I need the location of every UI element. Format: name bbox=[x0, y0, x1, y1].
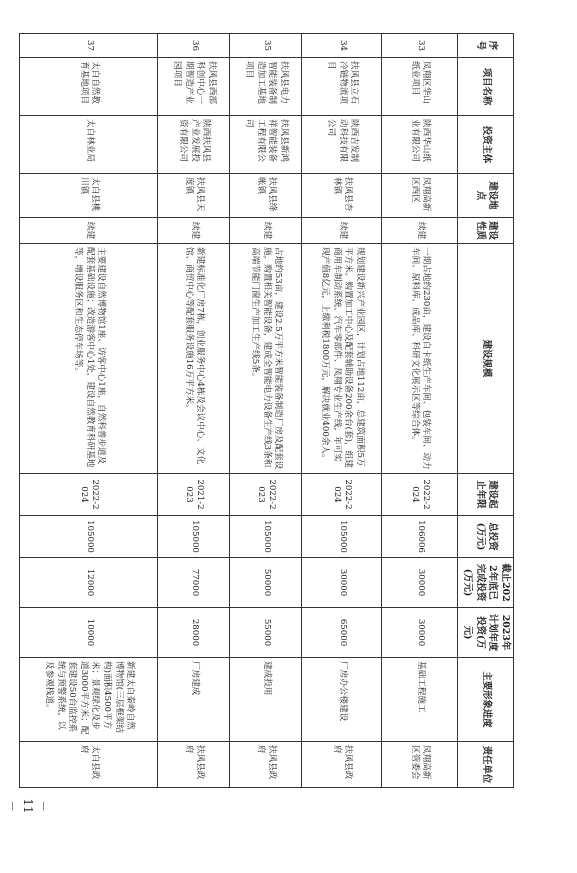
rotated-page bbox=[38, 33, 514, 787]
cell-plan: 30000 bbox=[382, 608, 458, 658]
cell-owner: 陕西华山纸业有限公司 bbox=[382, 116, 458, 174]
cell-progress: 基础工程施工 bbox=[382, 658, 458, 742]
cell-done: 12000 bbox=[20, 558, 158, 608]
cell-period: 2021-2023 bbox=[158, 474, 230, 516]
table-row bbox=[302, 34, 382, 788]
project-table bbox=[19, 33, 514, 788]
cell-done: 77000 bbox=[158, 558, 230, 608]
header-row bbox=[458, 34, 514, 788]
cell-owner: 扶风县新鸿祥智能装备工程有限公司 bbox=[230, 116, 302, 174]
table-row bbox=[230, 34, 302, 788]
cell-total: 105000 bbox=[20, 516, 158, 558]
cell-unit: 扶风县政府 bbox=[302, 742, 382, 788]
cell-location: 扶风县天度镇 bbox=[158, 174, 230, 218]
cell-period: 2022-2024 bbox=[302, 474, 382, 516]
cell-plan: 55000 bbox=[230, 608, 302, 658]
header-owner: 投资主体 bbox=[458, 116, 514, 174]
header-total: 总投资(万元) bbox=[458, 516, 514, 558]
cell-location: 太白县桃川镇 bbox=[20, 174, 158, 218]
cell-scale: 新建标准化厂房7栋，创业服务中心4栋及会议中心、文化馆、商贸中心等配套服务设施16万平方米。 bbox=[158, 244, 230, 474]
cell-period: 2022-2024 bbox=[382, 474, 458, 516]
header-name: 项目名称 bbox=[458, 58, 514, 116]
cell-progress: 厂房建成 bbox=[158, 658, 230, 742]
cell-period: 2022-2024 bbox=[20, 474, 158, 516]
cell-unit: 扶风县政府 bbox=[230, 742, 302, 788]
cell-progress: 厂房办公楼建设 bbox=[302, 658, 382, 742]
cell-done: 50000 bbox=[230, 558, 302, 608]
header-progress: 主要形象进度 bbox=[458, 658, 514, 742]
cell-nature: 续建 bbox=[382, 218, 458, 244]
cell-seq: 36 bbox=[158, 34, 230, 58]
header-done: 截止2022年底已完成投资(万元) bbox=[458, 558, 514, 608]
cell-location: 凤翔高新区西区 bbox=[382, 174, 458, 218]
cell-seq: 33 bbox=[382, 34, 458, 58]
cell-total: 105000 bbox=[230, 516, 302, 558]
cell-progress: 新建太白秦岭自然博物馆(三层框架结构)面积4500平方米；景观绿化及步道3000平方米；配套建设50台监控系统与预警系统，以及参观栈道。 bbox=[20, 658, 158, 742]
cell-unit: 太白县政府 bbox=[20, 742, 158, 788]
cell-name: 太白自然教育基地项目 bbox=[20, 58, 158, 116]
header-nature: 建设性质 bbox=[458, 218, 514, 244]
page-number: － 11 － bbox=[5, 798, 50, 814]
cell-total: 105000 bbox=[302, 516, 382, 558]
table-row bbox=[158, 34, 230, 788]
header-unit: 责任单位 bbox=[458, 742, 514, 788]
header-scale: 建设规模 bbox=[458, 244, 514, 474]
header-plan: 2023年计划年度投资(万元) bbox=[458, 608, 514, 658]
cell-done: 30000 bbox=[302, 558, 382, 608]
cell-done: 30000 bbox=[382, 558, 458, 608]
cell-nature: 续建 bbox=[20, 218, 158, 244]
cell-total: 106006 bbox=[382, 516, 458, 558]
cell-unit: 凤翔高新区管委会 bbox=[382, 742, 458, 788]
cell-seq: 37 bbox=[20, 34, 158, 58]
cell-total: 105000 bbox=[158, 516, 230, 558]
cell-name: 扶风县西部科创中心一期智造产业园项目 bbox=[158, 58, 230, 116]
cell-owner: 陕西吉发制动科技有限公司 bbox=[302, 116, 382, 174]
cell-scale: 规划建设新兴产业园区，计划占地112亩，总建筑面积5万平方米。购置加工中心及配套辅助设备200余台(套)，组建商用车制动系统、汽车零部件、凤翔专业生产线，年可实现产值8亿元，上缴利税1800万元，解决就业400余人。 bbox=[302, 244, 382, 474]
cell-plan: 65000 bbox=[302, 608, 382, 658]
cell-scale: 一期占地约230亩，建设白卡纸生产车间、包装车间、动力车间、原料库、成品库、科研文化展示区等综合体。 bbox=[382, 244, 458, 474]
cell-scale: 占地约53亩，建设2.5万平方米智能装备制造厂房及配套设施，购置相关智能设备，建成全智能电力设备生产线3条和高端节能门窗生产加工生产线5条。 bbox=[230, 244, 302, 474]
header-seq: 序号 bbox=[458, 34, 514, 58]
cell-scale: 主要建设自然博物馆1座、访客中心1座，自然科普步道及配套基础设施；改造游客中心1处，建设自然教育科研基地等，增设服务区和生态停车场等。 bbox=[20, 244, 158, 474]
cell-seq: 35 bbox=[230, 34, 302, 58]
cell-name: 扶风县立石冷链物流项目 bbox=[302, 58, 382, 116]
table-row bbox=[20, 34, 158, 788]
cell-unit: 扶风县政府 bbox=[158, 742, 230, 788]
cell-owner: 太白林业局 bbox=[20, 116, 158, 174]
cell-name: 凤翔区华山纸业项目 bbox=[382, 58, 458, 116]
header-period: 建设起止年限 bbox=[458, 474, 514, 516]
cell-plan: 10000 bbox=[20, 608, 158, 658]
cell-nature: 续建 bbox=[230, 218, 302, 244]
cell-progress: 建成投用 bbox=[230, 658, 302, 742]
table-row bbox=[382, 34, 458, 788]
cell-location: 扶风县绛帐镇 bbox=[230, 174, 302, 218]
cell-nature: 续建 bbox=[302, 218, 382, 244]
cell-location: 扶风县杏林镇 bbox=[302, 174, 382, 218]
cell-plan: 28000 bbox=[158, 608, 230, 658]
cell-owner: 陕西扶风县产业发展投资有限公司 bbox=[158, 116, 230, 174]
cell-nature: 续建 bbox=[158, 218, 230, 244]
header-location: 建设地点 bbox=[458, 174, 514, 218]
cell-seq: 34 bbox=[302, 34, 382, 58]
cell-name: 扶风县电力智能装备制造加工基地项目 bbox=[230, 58, 302, 116]
cell-period: 2022-2023 bbox=[230, 474, 302, 516]
